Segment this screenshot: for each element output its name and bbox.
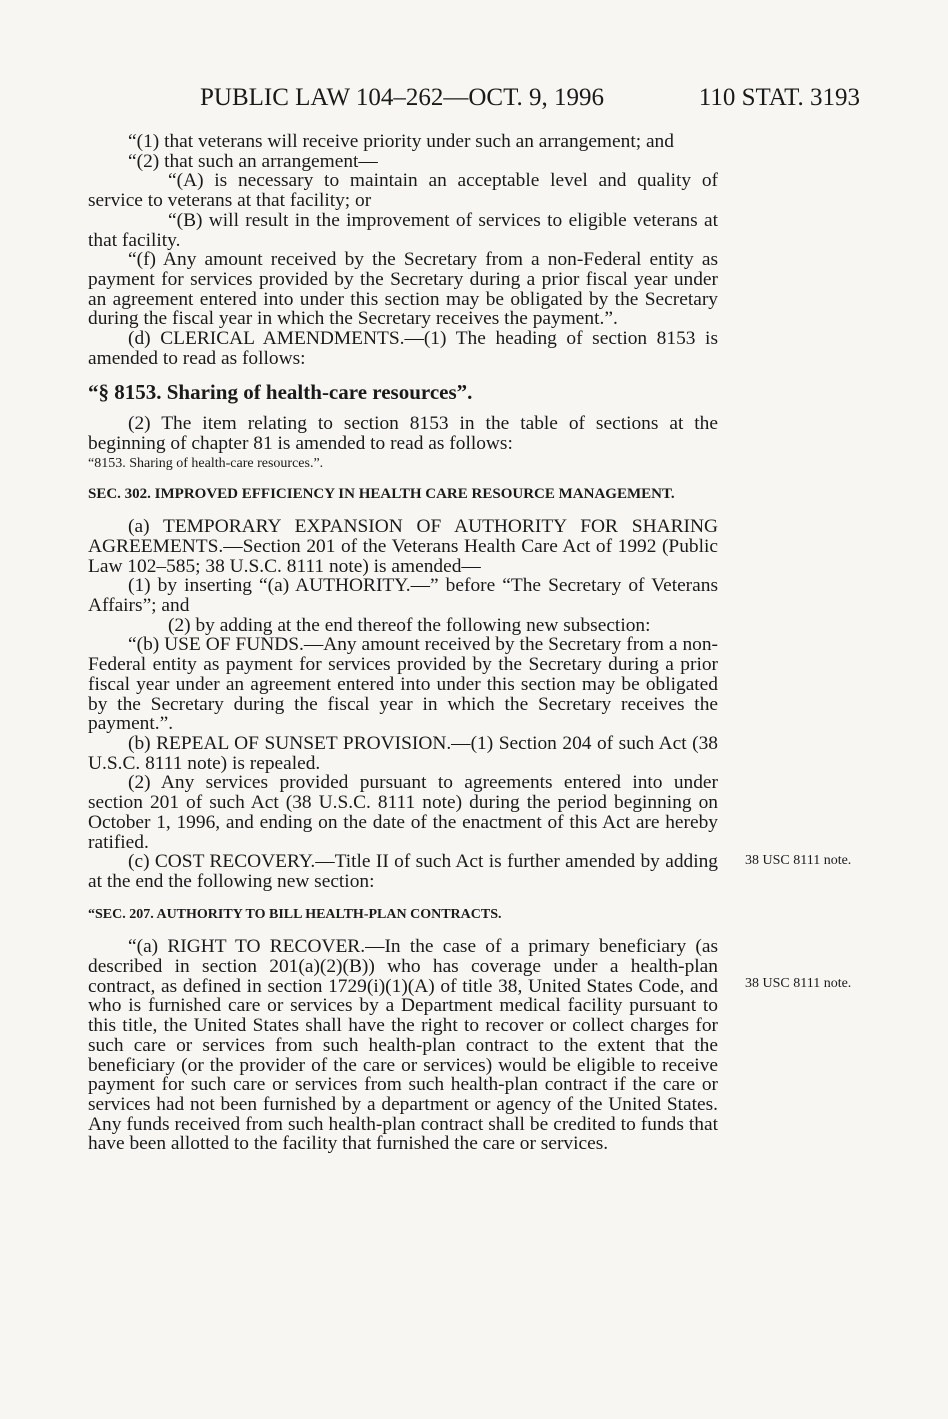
margin-note: 38 USC 8111 note. — [745, 853, 852, 868]
paragraph: “(A) is necessary to maintain an acceptable level and quality of service to veterans at that facility; or — [88, 170, 718, 212]
paragraph: (2) by adding at the end thereof the following new subsection: — [168, 614, 651, 636]
paragraph: (2) Any services provided pursuant to agreements entered into under section 201 of such Act (38 U.S.C. 8111 note) during the period beginning on October 1, 1996, and ending on the date of the enactment of this Act are hereby ratified. — [88, 772, 718, 853]
body-text — [88, 132, 718, 1154]
page-header-title: PUBLIC LAW 104–262—OCT. 9, 1996 — [200, 84, 605, 111]
paragraph: “(f) Any amount received by the Secretary from a non-Federal entity as payment for services provided by the Secretary during a prior fiscal year under an agreement entered into under this section may be obligated by the Secretary during the fiscal year in which the Secretary receives the payment.”. — [88, 249, 718, 330]
paragraph: (c) COST RECOVERY.—Title II of such Act is further amended by adding at the end the following new section: — [88, 851, 718, 892]
paragraph: “(B) will result in the improvement of services to eligible veterans at that facility. — [88, 209, 718, 251]
page-header-stat: 110 STAT. 3193 — [698, 84, 860, 111]
section-title: “SEC. 207. AUTHORITY TO BILL HEALTH-PLAN CONTRACTS. — [88, 906, 502, 922]
section-heading: “§ 8153. Sharing of health-care resources”. — [88, 380, 473, 405]
paragraph: “(1) that veterans will receive priority under such an arrangement; and — [128, 131, 674, 152]
section-title: SEC. 302. IMPROVED EFFICIENCY IN HEALTH CARE RESOURCE MANAGEMENT. — [88, 486, 675, 503]
paragraph: “(b) USE OF FUNDS.—Any amount received by the Secretary from a non-Federal entity as payment for services provided by the Secretary during a prior fiscal year under an agreement entered into under this section may be obligated by the Secretary during the fiscal year in which the Secretary receives the payment.”. — [88, 634, 718, 735]
paragraph: (2) The item relating to section 8153 in the table of sections at the beginning of chapter 81 is amended to read as follows: — [88, 413, 718, 454]
paragraph: (b) REPEAL OF SUNSET PROVISION.—(1) Section 204 of such Act (38 U.S.C. 8111 note) is repealed. — [88, 732, 718, 774]
table-item: “8153. Sharing of health-care resources.”. — [88, 455, 324, 471]
paragraph: (a) TEMPORARY EXPANSION OF AUTHORITY FOR SHARING AGREEMENTS.—Section 201 of the Veterans Health Care Act of 1992 (Public Law 102–585; 38 U.S.C. 8111 note) is amended— — [88, 516, 718, 577]
paragraph: (d) CLERICAL AMENDMENTS.—(1) The heading of section 8153 is amended to read as follows: — [88, 328, 718, 369]
margin-note: 38 USC 8111 note. — [745, 976, 852, 991]
paragraph: “(2) that such an arrangement— — [128, 150, 378, 172]
paragraph: “(a) RIGHT TO RECOVER.—In the case of a primary beneficiary (as described in section 201(a)(2)(B)) who has coverage under a health-plan contract, as defined in section 1729(i)(1)(A) of title 38, United States Code, and who is furnished care or services by a Department medical facility pursuant to this title, the United States shall have the right to recover or collect charges for such care or services from such health-plan contract to the extent that the beneficiary (or the provider of the care or services) would be eligible to receive payment for such care or services from such health-plan contract if the care or services had not been furnished by a department or agency of the United States. Any funds received from such health-plan contract shall be credited to funds that have been allotted to the facility that furnished the care or services. — [88, 936, 718, 1155]
paragraph: (1) by inserting “(a) AUTHORITY.—” before “The Secretary of Veterans Affairs”; and — [88, 575, 718, 617]
